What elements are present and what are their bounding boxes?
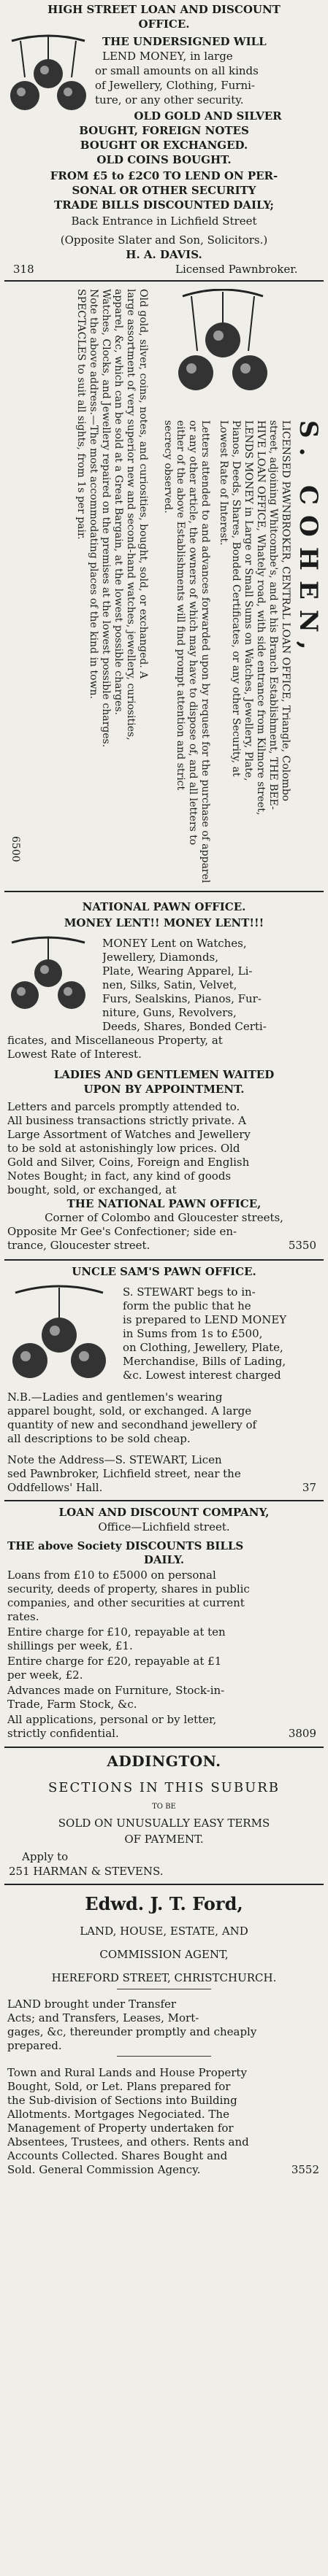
ad-line: Letters and parcels promptly attended to. (7, 1100, 240, 1113)
ad-line: TO BE (152, 1803, 176, 1811)
ad-line: Management of Property undertaken for (7, 2121, 234, 2135)
ad-line: rates. (7, 1610, 39, 1623)
ad-line: trance, Gloucester street. (7, 1239, 150, 1252)
ad-signature: H. A. DAVIS. (126, 248, 202, 261)
ad-line: sed Pawnbroker, Lichfield street, near the (7, 1467, 241, 1480)
ad-line: ficates, and Miscellaneous Property, at (7, 1034, 223, 1047)
ad-line: quantity of new and secondhand jewellery of (7, 1418, 257, 1431)
ad-heading: UPON BY APPOINTMENT. (83, 1083, 245, 1096)
ad-line: Merchandise, Bills of Lading, (123, 1355, 286, 1368)
ad-line: All business transactions strictly private. A (7, 1114, 246, 1127)
pawnbroker-balls-icon (4, 34, 92, 117)
ad-line: TRADE BILLS DISCOUNTED DAILY; (54, 198, 274, 212)
ad-line: Large Assortment of Watches and Jewellery (7, 1128, 251, 1141)
ad-line: BOUGHT OR EXCHANGED. (80, 139, 248, 152)
ad-line: Loans from £10 to £5000 on personal (7, 1569, 216, 1582)
ad-heading: Edwd. J. T. Ford, (85, 1894, 243, 1914)
ad-line: LENDS MONEY in Large or Small Sums on Watches, Jewellery, Plate, (243, 420, 254, 781)
ad-line: Lowest Rate of Interest. (218, 420, 229, 546)
ad-line: large assortment of very superior new and second-hand watches, jewellery, curiosities, (125, 289, 137, 740)
ad-line: Oddfellows' Hall. (7, 1481, 103, 1494)
ad-line: SECTIONS IN THIS SUBURB (47, 1780, 281, 1795)
ad-line: street, adjoining Whitcombe's, and at his Branch Establishment, THE BEE- (267, 420, 279, 810)
ad-line: THE UNDERSIGNED WILL (102, 35, 267, 48)
ad-line: Entire charge for £20, repayable at £1 (7, 1655, 222, 1668)
ad-number: 318 (13, 263, 34, 276)
ad-line: or small amounts on all kinds (95, 64, 259, 77)
pawnbroker-balls-icon (4, 935, 92, 1016)
ad-subheading: MONEY LENT!! MONEY LENT!!! (64, 916, 264, 929)
divider (4, 1500, 324, 1501)
ad-line: HIVE LOAN OFFICE, Whately road, with side entrance from Kilmore street, (255, 420, 267, 816)
ad-line: Pianos, Deeds, Shares, Bonded Certificates, or any other Security, at (230, 420, 242, 777)
ad-subheading: HEREFORD STREET, CHRISTCHURCH. (51, 1971, 277, 1984)
ad-signoff: Licensed Pawnbroker. (175, 263, 298, 276)
ad-line: either of the above Establishments will find prompt attention and strict (175, 420, 186, 791)
ad-heading: NATIONAL PAWN OFFICE. (82, 900, 246, 913)
ad-line: Back Entrance in Lichfield Street (71, 214, 257, 228)
ad-line: apparel bought, sold, or exchanged. A large (7, 1404, 252, 1417)
pawnbroker-balls-icon (4, 1284, 114, 1386)
ad-line: OLD GOLD AND SILVER (134, 109, 282, 123)
cohen-title: S. COHEN, (294, 420, 323, 660)
ad-line: Acts; and Transfers, Leases, Mort- (7, 2011, 199, 2024)
ad-line: Notes Bought; in fact, any kind of goods (7, 1169, 232, 1183)
ad-edwd-ford (0, 1890, 328, 2576)
ad-line: gages, &c, thereunder promptly and cheaply (7, 2025, 257, 2038)
ad-line: Lowest Rate of Interest. (7, 1048, 142, 1061)
ad-line: LEND MONEY, in large (102, 50, 233, 63)
ad-line: strictly confidential. (7, 1727, 119, 1740)
ad-line: Corner of Colombo and Gloucester streets, (45, 1211, 283, 1224)
ad-line: MONEY Lent on Watches, (102, 937, 247, 950)
ad-number: 6500 (9, 836, 21, 862)
divider (117, 2056, 211, 2057)
ad-line: LAND brought under Transfer (7, 1997, 177, 2011)
divider (4, 1259, 324, 1261)
ad-line: bought, sold, or exchanged, at (7, 1183, 177, 1196)
ad-line: Deeds, Shares, Bonded Certi- (102, 1020, 267, 1033)
ad-line: THE above Society DISCOUNTS BILLS (7, 1539, 244, 1552)
ad-line: Note the Address—S. STEWART, Licen (7, 1453, 222, 1466)
ad-line: 251 HARMAN & STEVENS. (9, 1865, 164, 1878)
ad-line: Accounts Collected. Shares Bought and (7, 2149, 228, 2162)
ad-line: on Clothing, Jewellery, Plate, (123, 1341, 283, 1354)
ad-heading: LADIES AND GENTLEMEN WAITED (53, 1068, 275, 1081)
ad-line: Watches, Clocks, and Jewellery repaired on the premises at the lowest possible charges. (100, 289, 112, 748)
ad-line: to be sold at astonishingly low prices. Old (7, 1142, 240, 1155)
ad-line: apparel, &c, which can be sold at a Great Bargain, at the lowest possible charges. (112, 289, 124, 716)
ad-line: OLD COINS BOUGHT. (96, 153, 232, 166)
ad-line: Furs, Sealskins, Pianos, Fur- (102, 992, 262, 1005)
ad-heading: ADDINGTON. (107, 1752, 221, 1770)
ad-line: Town and Rural Lands and House Property (7, 2066, 247, 2079)
ad-line: is prepared to LEND MONEY (123, 1313, 287, 1326)
ad-addington (0, 1748, 328, 1908)
ad-heading: HIGH STREET LOAN AND DISCOUNT (47, 3, 281, 16)
ad-line: Gold and Silver, Coins, Foreign and English (7, 1156, 250, 1169)
ad-line: per week, £2. (7, 1668, 83, 1682)
ad-number: 37 (302, 1481, 316, 1494)
ad-number: 3552 (291, 2163, 319, 2176)
ad-number: 5350 (288, 1239, 316, 1252)
ad-line: Advances made on Furniture, Stock-in- (7, 1684, 225, 1697)
ad-line: security, deeds of property, shares in public (7, 1582, 250, 1596)
ad-line: THE NATIONAL PAWN OFFICE, (66, 1197, 262, 1210)
ad-line: companies, and other securities at current (7, 1596, 245, 1609)
ad-line: FROM £5 to £2C0 TO LEND ON PER- (50, 169, 278, 182)
ad-subheading: COMMISSION AGENT, (99, 1948, 229, 1961)
divider (4, 891, 324, 892)
ad-line: Note the above address.—The most accommodating places of the kind in town. (88, 289, 99, 700)
ad-heading: OFFICE. (138, 18, 190, 31)
ad-line: SPECTACLES to suit all sights, from 1s per pair. (75, 289, 87, 540)
ad-line: All applications, personal or by letter, (7, 1713, 217, 1726)
ad-line: DAILY. (143, 1553, 185, 1566)
ad-line: Absentees, Trustees, and others. Rents and (7, 2135, 249, 2148)
ad-line: Bought, Sold, or Let. Plans prepared for (7, 2080, 231, 2093)
ad-line: Sold. General Commission Agency. (7, 2163, 201, 2176)
ad-line: shillings per week, £1. (7, 1639, 133, 1652)
divider (4, 1884, 324, 1885)
ad-line: nen, Silks, Satin, Velvet, (102, 978, 237, 991)
ad-line: Trade, Farm Stock, &c. (7, 1698, 137, 1711)
ad-line: SONAL OR OTHER SECURITY (72, 184, 256, 197)
ad-line: &c. Lowest interest charged (123, 1369, 281, 1382)
ad-subheading: Office—Lichfield street. (98, 1520, 230, 1533)
ad-line: secrecy observed. (162, 420, 174, 514)
ad-number: 3809 (288, 1727, 316, 1740)
ad-heading: LOAN AND DISCOUNT COMPANY, (58, 1506, 270, 1519)
ad-line: in Sums from 1s to £500, (123, 1327, 263, 1340)
ad-line: S. STEWART begs to in- (123, 1285, 256, 1299)
ad-line: Opposite Mr Gee's Confectioner; side en- (7, 1225, 237, 1238)
ad-subheading: LAND, HOUSE, ESTATE, AND (80, 1925, 248, 1938)
ad-cohen-pawnbroker (0, 282, 328, 894)
ad-national-pawn-office (0, 894, 328, 1303)
ad-line: Apply to (22, 1850, 69, 1863)
ad-line: OF PAYMENT. (124, 1833, 204, 1846)
ad-line: niture, Guns, Revolvers, (102, 1006, 237, 1019)
ad-line: N.B.—Ladies and gentlemen's wearing (7, 1391, 223, 1404)
ad-line: Jewellery, Diamonds, (102, 951, 219, 964)
ad-line: of Jewellery, Clothing, Furni- (95, 79, 255, 92)
ad-line: LICENSED PAWNBROKER, CENTRAL LOAN OFFICE, Triangle, Colombo (280, 420, 291, 802)
ad-line: Plate, Wearing Apparel, Li- (102, 964, 253, 978)
ad-line: Allotments. Mortgages Negociated. The (7, 2108, 229, 2121)
ad-line: (Opposite Slater and Son, Solicitors.) (60, 233, 268, 247)
ad-line: or any other article, the owners of which may have to dispose of, and all letters to (187, 420, 199, 846)
ad-heading: UNCLE SAM'S PAWN OFFICE. (72, 1265, 256, 1278)
ad-line: the Sub-division of Sections into Building (7, 2094, 237, 2107)
ad-line: ture, or any other security. (95, 93, 244, 107)
rotated-text-block (0, 282, 328, 887)
ad-line: BOUGHT, FOREIGN NOTES (79, 124, 249, 137)
ad-line: form the public that he (123, 1299, 251, 1312)
ad-line: prepared. (7, 2039, 62, 2052)
ad-line: Old gold, silver, coins, notes, and curiosities, bought, sold, or exchanged. A (137, 289, 149, 679)
ad-line: Letters attended to and advances forwarded upon by request for the purchase of apparel (199, 420, 211, 883)
ad-line: Entire charge for £10, repayable at ten (7, 1625, 226, 1639)
ad-line: all descriptions to be sold cheap. (7, 1432, 191, 1445)
ad-line: SOLD ON UNUSUALLY EASY TERMS (58, 1817, 270, 1830)
